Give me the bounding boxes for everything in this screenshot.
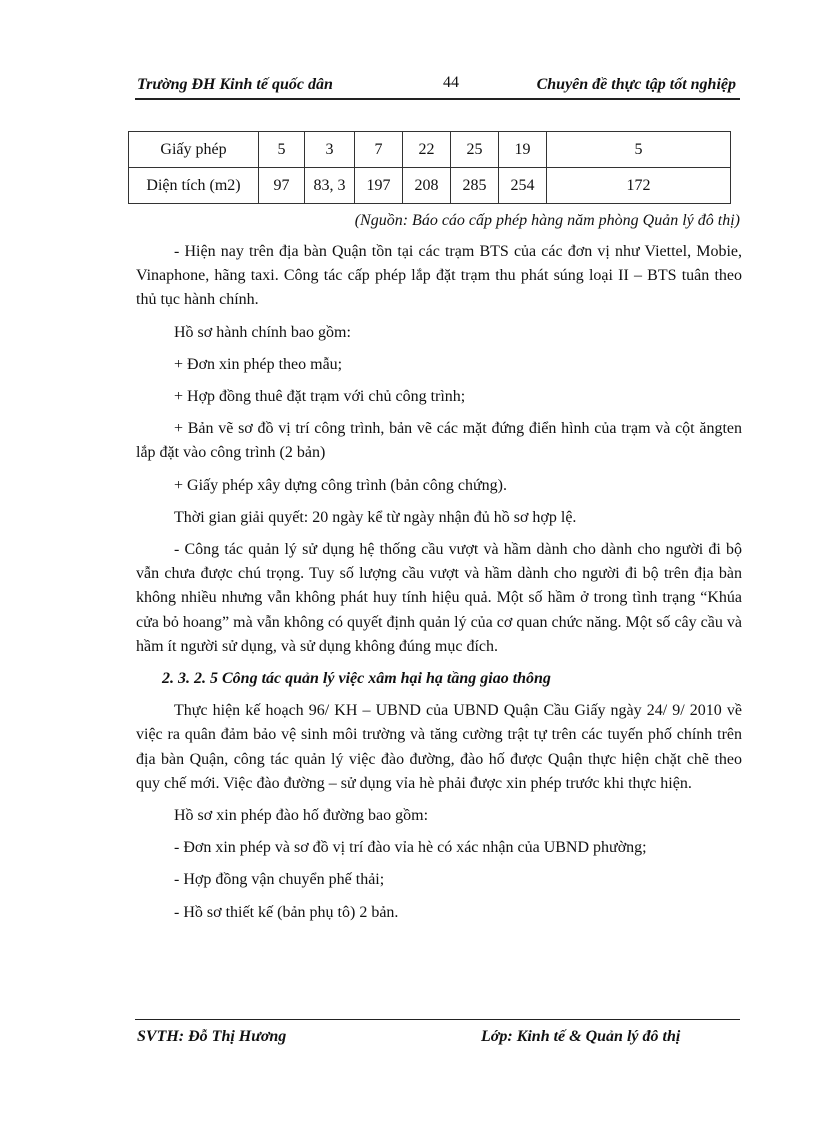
list-item: - Đơn xin phép và sơ đồ vị trí đào vỉa hè có xác nhận của UBND phường; [174,839,647,857]
table-cell: 83, 3 [305,168,355,204]
table-cell: 172 [547,168,731,204]
table-row [129,168,731,204]
table-cell: 254 [499,168,547,204]
paragraph: Hồ sơ hành chính bao gồm: [174,323,351,341]
paragraph: - Hiện nay trên địa bàn Quận tồn tại các trạm BTS của các đơn vị như Viettel, Mobie, Vinaphone, hãng taxi. Công tác cấp phép lắp đặt trạm thu phát súng loại II – BTS tuân theo thủ tục hành chính. [136,243,742,309]
header-school: Trường ĐH Kinh tế quốc dân [137,76,333,93]
table-cell: 3 [305,132,355,168]
list-item: + Hợp đồng thuê đặt trạm với chủ công trình; [174,388,466,406]
permit-table [128,131,731,204]
page-header [135,74,740,96]
footer-student: SVTH: Đỗ Thị Hương [137,1028,287,1045]
list-item: - Hợp đồng vận chuyển phế thải; [174,871,385,889]
table-cell: 7 [355,132,403,168]
paragraph: Hồ sơ xin phép đào hố đường bao gồm: [174,807,429,825]
header-report-title: Chuyên đề thực tập tốt nghiệp [536,76,736,93]
list-item: + Bản vẽ sơ đồ vị trí công trình, bản vẽ các mặt đứng điển hình của trạm và cột ăngten lắp đặt vào công trình (2 bản) [136,420,742,462]
table-cell: 97 [259,168,305,204]
table-source-note: (Nguồn: Báo cáo cấp phép hàng năm phòng Quản lý đô thị) [354,212,740,229]
list-item: + Đơn xin phép theo mẫu; [174,355,343,373]
page-footer [135,1028,740,1050]
table-cell: 285 [451,168,499,204]
table-cell: 5 [547,132,731,168]
table-cell: 22 [403,132,451,168]
paragraph: - Công tác quản lý sử dụng hệ thống cầu vượt và hầm dành cho dành cho người đi bộ vẫn chưa được chú trọng. Tuy số lượng cầu vượt và hầm dành cho người đi bộ trên địa bàn không nhiều nhưng vẫn không phát huy tính hiệu quả. Một số hầm ở trong tình trạng “Khúa cửa bỏ hoang” mà vẫn không có quyết định quản lý của cơ quan chức năng. Một số cây cầu và hầm ít người sử dụng, và sử dụng không đúng mục đích. [136,541,742,655]
table-cell: 19 [499,132,547,168]
table-cell: Diện tích (m2) [129,168,259,204]
paragraph: Thời gian giải quyết: 20 ngày kể từ ngày nhận đủ hồ sơ hợp lệ. [174,508,577,526]
list-item: - Hồ sơ thiết kế (bản phụ tô) 2 bản. [174,903,399,921]
table-row [129,132,731,168]
table-cell: 5 [259,132,305,168]
table-cell: 197 [355,168,403,204]
table-cell: 25 [451,132,499,168]
body-text [136,240,742,925]
page-number: 44 [443,74,459,91]
table-cell: 208 [403,168,451,204]
section-heading: 2. 3. 2. 5 Công tác quản lý việc xâm hại hạ tầng giao thông [162,670,551,688]
header-divider [135,98,740,100]
list-item: + Giấy phép xây dựng công trình (bản công chứng). [174,476,507,494]
footer-divider [135,1019,740,1020]
footer-class: Lớp: Kinh tế & Quản lý đô thị [481,1028,681,1045]
paragraph: Thực hiện kế hoạch 96/ KH – UBND của UBND Quận Cầu Giấy ngày 24/ 9/ 2010 về việc ra quân đảm bảo vệ sinh môi trường và tăng cường trật tự trên các tuyến phố chính trên địa bàn Quận, công tác quản lý việc đào đường, đào hố được Quận thực hiện chặt chẽ theo quy chế mới. Việc đào đường – sử dụng vỉa hè phải được xin phép trước khi thực hiện. [136,702,742,792]
table-cell: Giấy phép [129,132,259,168]
